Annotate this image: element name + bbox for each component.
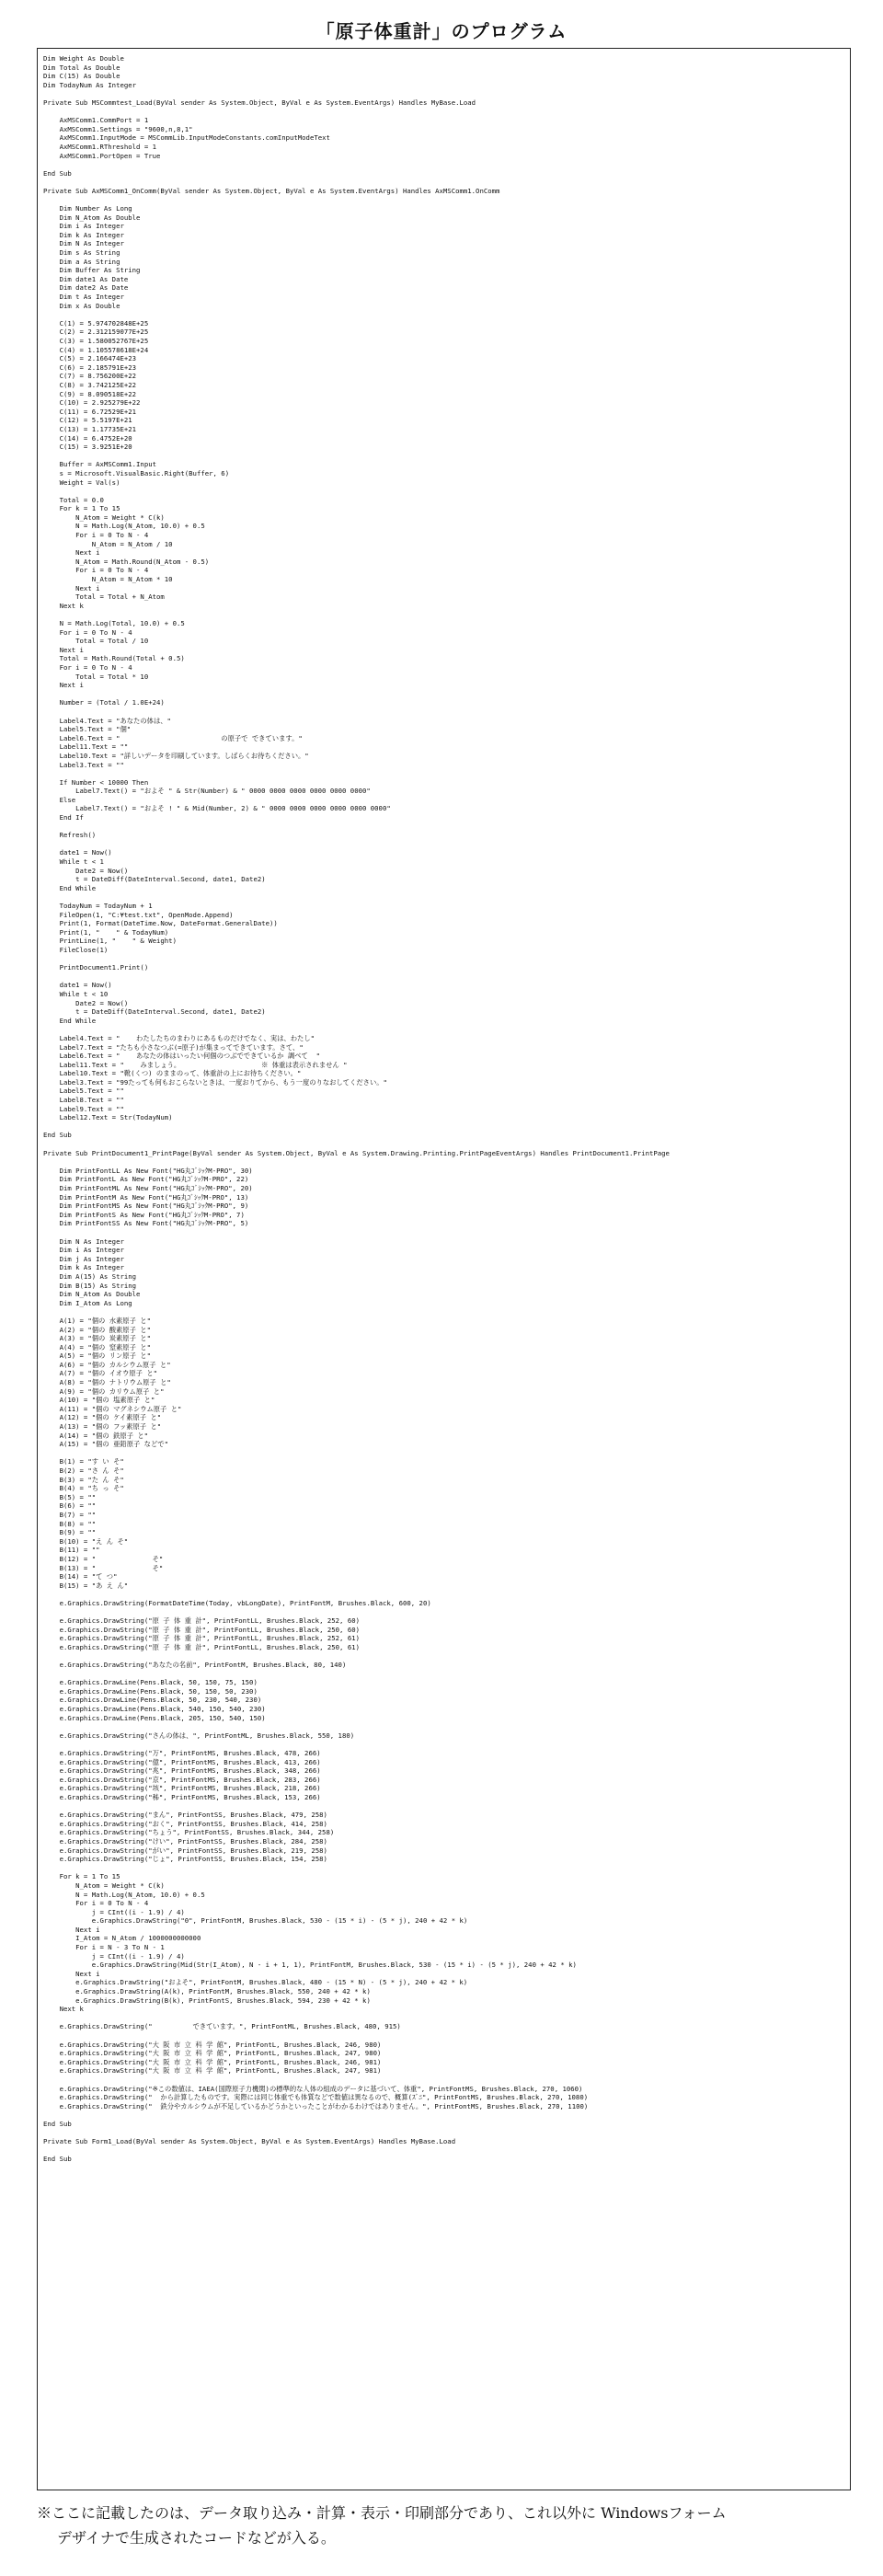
code-line: e.Graphics.DrawString("原 子 体 重 計", PrintFontLL, Brushes.Black, 250, 60) <box>43 1625 361 1634</box>
code-line: AxMSComm1.RThreshold = 1 <box>43 142 157 151</box>
code-line: Label7.Text() = "およそ ! " & Mid(Number, 2) & " 0000 0000 0000 0000 0000 0000" <box>43 804 391 813</box>
code-line: Private Sub AxMSComm1_OnComm(ByVal sender As System.Object, ByVal e As System.EventArgs) Handles AxMSComm1.OnComm <box>43 186 500 195</box>
code-line: A(11) = "個の マグネシウム原子 と" <box>43 1404 182 1413</box>
code-line: Label8.Text = "" <box>43 1096 124 1105</box>
code-line: A(6) = "個の カルシウム原子 と" <box>43 1360 171 1369</box>
code-line: B(8) = "" <box>43 1519 97 1528</box>
code-line: Dim N_Atom As Double <box>43 1290 141 1299</box>
code-line: Total = Total + N_Atom <box>43 592 165 602</box>
code-line: e.Graphics.DrawString(B(k), PrintFontS, Brushes.Black, 594, 230 + 42 * k) <box>43 1995 371 2005</box>
code-line: Dim i As Integer <box>43 1246 124 1255</box>
code-line: e.Graphics.DrawString("垓", PrintFontMS, Brushes.Black, 218, 266) <box>43 1784 321 1793</box>
code-line: N_Atom = Weight * C(k) <box>43 512 165 522</box>
code-line: e.Graphics.DrawLine(Pens.Black, 50, 230, 540, 230) <box>43 1696 262 1705</box>
code-line: e.Graphics.DrawString("0", PrintFontM, Brushes.Black, 530 - (15 * i) - (5 * j), 240 + 42 * k) <box>43 1916 468 1926</box>
code-line: t = DateDiff(DateInterval.Second, date1, Date2) <box>43 875 266 884</box>
code-line: Date2 = Now() <box>43 998 129 1007</box>
code-line: e.Graphics.DrawString("原 子 体 重 計", PrintFontLL, Brushes.Black, 250, 61) <box>43 1642 361 1651</box>
code-line: e.Graphics.DrawLine(Pens.Black, 50, 150, 50, 230) <box>43 1686 258 1696</box>
code-line: If Number < 10000 Then <box>43 777 149 787</box>
code-line: e.Graphics.DrawString("億", PrintFontMS, Brushes.Black, 413, 266) <box>43 1757 321 1766</box>
code-line: e.Graphics.DrawString("秭", PrintFontMS, Brushes.Black, 153, 266) <box>43 1792 321 1801</box>
code-line: e.Graphics.DrawString("あなたの名前", PrintFontM, Brushes.Black, 80, 140) <box>43 1661 347 1670</box>
code-line: Dim Weight As Double <box>43 54 124 63</box>
code-line: C(6) = 2.185791E+23 <box>43 362 137 372</box>
code-line: C(11) = 6.72529E+21 <box>43 407 137 416</box>
code-line: Dim a As String <box>43 257 120 266</box>
code-line: N_Atom = N_Atom / 10 <box>43 539 173 548</box>
code-line: e.Graphics.DrawLine(Pens.Black, 50, 150, 75, 150) <box>43 1678 258 1687</box>
code-line: Next i <box>43 1925 100 1934</box>
code-line: e.Graphics.DrawString("大 阪 市 立 科 学 館", PrintFontL, Brushes.Black, 246, 980) <box>43 2040 382 2049</box>
code-line: C(1) = 5.974702848E+25 <box>43 318 149 328</box>
code-line: For i = 0 To N - 4 <box>43 1899 149 1908</box>
code-line: PrintDocument1.Print() <box>43 963 149 972</box>
code-line: s = Microsoft.VisualBasic.Right(Buffer, 6) <box>43 468 230 477</box>
code-line: e.Graphics.DrawString(" 鉄分やカルシウムが不足しているかどうかといったことがわかるわけではありません。", PrintFontMS, Brushes.Black, 270, 1100) <box>43 2101 589 2110</box>
code-line: e.Graphics.DrawString("じょ", PrintFontSS, Brushes.Black, 154, 258) <box>43 1855 327 1864</box>
code-line: PrintLine(1, " " & Weight) <box>43 937 177 946</box>
code-line: e.Graphics.DrawString("けい", PrintFontSS, Brushes.Black, 284, 258) <box>43 1836 327 1846</box>
code-line: A(3) = "個の 炭素原子 と" <box>43 1334 151 1343</box>
code-line: Dim x As Double <box>43 301 120 310</box>
code-line: Total = Math.Round(Total + 0.5) <box>43 654 185 663</box>
code-line: Total = Total * 10 <box>43 672 149 681</box>
code-line: FileOpen(1, "C:¥test.txt", OpenMode.Append) <box>43 910 234 919</box>
code-line: Else <box>43 795 76 804</box>
code-line: TodayNum = TodayNum + 1 <box>43 902 153 910</box>
code-line: e.Graphics.DrawString("おく", PrintFontSS, Brushes.Black, 414, 258) <box>43 1819 327 1828</box>
code-line: Dim Number As Long <box>43 204 132 213</box>
code-line: e.Graphics.DrawLine(Pens.Black, 205, 150, 540, 150) <box>43 1713 266 1722</box>
code-line: Label3.Text = "99たっても何もおこらないときは、一度おりてから、もう一度のりなおしてください。" <box>43 1077 387 1087</box>
code-listing <box>43 54 670 2164</box>
code-line: N_Atom = N_Atom * 10 <box>43 575 173 584</box>
code-line: For i = 0 To N - 4 <box>43 531 149 540</box>
code-line: Label5.Text = "個" <box>43 725 132 734</box>
code-line: e.Graphics.DrawString("がい", PrintFontSS, Brushes.Black, 219, 258) <box>43 1846 327 1855</box>
code-line: C(10) = 2.925279E+22 <box>43 398 141 408</box>
code-line: End Sub <box>43 2155 72 2164</box>
code-line: End If <box>43 813 84 822</box>
code-line: Dim PrintFontM As New Font("HG丸ｺﾞｼｯｸM-PRO", 13) <box>43 1192 249 1202</box>
code-line: Label3.Text = "" <box>43 760 124 769</box>
code-line: A(15) = "個の 亜鉛原子 などで" <box>43 1440 168 1449</box>
code-line: e.Graphics.DrawString("大 阪 市 立 科 学 館", PrintFontL, Brushes.Black, 247, 981) <box>43 2066 382 2076</box>
code-line: Dim k As Integer <box>43 1263 124 1272</box>
code-line: N_Atom = Weight * C(k) <box>43 1880 165 1890</box>
code-line: For i = N - 3 To N - 1 <box>43 1943 165 1952</box>
code-line: Dim A(15) As String <box>43 1271 137 1281</box>
code-line: e.Graphics.DrawString("原 子 体 重 計", PrintFontLL, Brushes.Black, 252, 61) <box>43 1634 361 1643</box>
code-line: End Sub <box>43 2119 72 2128</box>
code-line: B(14) = "て つ" <box>43 1572 118 1581</box>
code-line: FileClose(1) <box>43 945 109 954</box>
code-line: Dim PrintFontML As New Font("HG丸ｺﾞｼｯｸM-PRO", 20) <box>43 1184 253 1192</box>
code-line: Label10.Text = "詳しいデータを印刷しています。しばらくお待ちください。" <box>43 751 309 760</box>
code-line: For k = 1 To 15 <box>43 504 120 513</box>
code-line: N = Math.Log(Total, 10.0) + 0.5 <box>43 619 185 627</box>
code-line: Dim C(15) As Double <box>43 72 120 81</box>
code-line: e.Graphics.DrawString("さんの体は、", PrintFontML, Brushes.Black, 550, 180) <box>43 1731 355 1740</box>
code-line: For i = 0 To N - 4 <box>43 662 132 672</box>
code-line: Date2 = Now() <box>43 866 129 875</box>
code-line: Number = (Total / 1.0E+24) <box>43 698 165 707</box>
code-line: Label5.Text = "" <box>43 1087 124 1096</box>
code-line: Print(1, Format(DateTime.Now, DateFormat.GeneralDate)) <box>43 919 278 928</box>
code-line: Label10.Text = "靴(くつ) のままのって、体重計の上にお待ちください。" <box>43 1069 302 1078</box>
code-line: Dim Buffer As String <box>43 266 141 275</box>
code-line: e.Graphics.DrawString(Mid(Str(I_Atom), N - i + 1, 1), PrintFontM, Brushes.Black, 530 - (15 * i) - (5 * j), 240 + 42 * k) <box>43 1961 577 1970</box>
code-line: Dim Total As Double <box>43 63 120 72</box>
code-line: Dim PrintFontSS As New Font("HG丸ｺﾞｼｯｸM-PRO", 5) <box>43 1219 249 1228</box>
code-line: e.Graphics.DrawString("万", PrintFontMS, Brushes.Black, 478, 266) <box>43 1749 321 1757</box>
code-line: End Sub <box>43 168 72 178</box>
code-line: e.Graphics.DrawString("大 阪 市 立 科 学 館", PrintFontL, Brushes.Black, 247, 980) <box>43 2049 382 2058</box>
code-line: e.Graphics.DrawString("※この数値は、IAEA(国際原子力機関)の標準的な人体の組成のデータに基づいて、体重", PrintFontMS, Brushes.Black, 270, 1060) <box>43 2084 583 2093</box>
code-line: For i = 0 To N - 4 <box>43 566 149 575</box>
code-line: A(2) = "個の 酸素原子 と" <box>43 1325 151 1334</box>
code-line: Next i <box>43 645 84 654</box>
code-line: For k = 1 To 15 <box>43 1872 120 1881</box>
code-line: B(5) = "" <box>43 1492 97 1501</box>
code-line: Label12.Text = Str(TodayNum) <box>43 1113 173 1122</box>
code-line: Label9.Text = "" <box>43 1104 124 1113</box>
code-line: Label4.Text = " わたしたちのまわりにあるものだけでなく、実は、わたし" <box>43 1033 315 1042</box>
code-line: C(13) = 1.17735E+21 <box>43 424 137 433</box>
code-line: Weight = Val(s) <box>43 477 120 487</box>
code-line: Refresh() <box>43 831 97 840</box>
code-listing-frame <box>37 48 851 2490</box>
footnote-line-2: デザイナで生成されたコードなどが入る。 <box>57 2529 336 2547</box>
code-line: Private Sub Form1_Load(ByVal sender As System.Object, ByVal e As System.EventArgs) Handles MyBase.Load <box>43 2137 456 2146</box>
code-line: C(7) = 8.756200E+22 <box>43 372 137 381</box>
code-line: e.Graphics.DrawString("京", PrintFontMS, Brushes.Black, 283, 266) <box>43 1775 321 1784</box>
code-line: Dim B(15) As String <box>43 1281 137 1290</box>
code-line: e.Graphics.DrawString("大 阪 市 立 科 学 館", PrintFontL, Brushes.Black, 246, 981) <box>43 2057 382 2066</box>
code-line: C(2) = 2.312159077E+25 <box>43 328 149 337</box>
code-line: C(4) = 1.105578618E+24 <box>43 345 149 354</box>
code-line: Dim k As Integer <box>43 230 124 239</box>
code-line: Dim N_Atom As Double <box>43 213 141 222</box>
code-line: A(1) = "個の 水素原子 と" <box>43 1316 151 1325</box>
code-line: B(10) = "え ん そ" <box>43 1536 129 1546</box>
code-line: B(3) = "た ん そ" <box>43 1475 124 1484</box>
code-line: Next i <box>43 681 84 690</box>
code-line: Next k <box>43 2005 84 2014</box>
code-line: Dim s As String <box>43 248 120 258</box>
code-line: C(3) = 1.580052767E+25 <box>43 337 149 345</box>
code-line: AxMSComm1.InputMode = MSCommLib.InputModeConstants.comInputModeText <box>43 133 330 143</box>
code-line: C(12) = 5.5197E+21 <box>43 416 132 425</box>
code-line: B(6) = "" <box>43 1501 97 1511</box>
code-line: t = DateDiff(DateInterval.Second, date1, Date2) <box>43 1007 266 1017</box>
code-line: Dim TodayNum As Integer <box>43 80 137 89</box>
code-line: e.Graphics.DrawLine(Pens.Black, 540, 150, 540, 230) <box>43 1705 266 1714</box>
code-line: B(11) = "" <box>43 1546 100 1555</box>
code-line: Total = Total / 10 <box>43 637 149 646</box>
code-line: A(9) = "個の カリウム原子 と" <box>43 1386 165 1396</box>
code-line: C(9) = 8.090518E+22 <box>43 389 137 398</box>
code-line: Print(1, " " & TodayNum) <box>43 927 169 937</box>
code-line: Total = 0.0 <box>43 495 104 504</box>
code-line: N_Atom = Math.Round(N_Atom - 0.5) <box>43 557 210 566</box>
code-line: Label6.Text = " の原子で できています。" <box>43 733 303 742</box>
code-line: Dim PrintFontMS As New Font("HG丸ｺﾞｼｯｸM-PRO", 9) <box>43 1202 249 1211</box>
code-line: Dim date1 As Date <box>43 274 129 283</box>
code-line: End While <box>43 883 97 892</box>
code-line: Dim N As Integer <box>43 1236 124 1246</box>
code-line: A(5) = "個の リン原子 と" <box>43 1351 151 1361</box>
code-line: Dim N As Integer <box>43 239 124 248</box>
code-line: B(4) = "ち っ そ" <box>43 1484 124 1493</box>
code-line: A(4) = "個の 窒素原子 と" <box>43 1342 151 1351</box>
code-line: N = Math.Log(N_Atom, 10.0) + 0.5 <box>43 522 205 531</box>
code-line: Dim j As Integer <box>43 1254 124 1263</box>
code-line: e.Graphics.DrawString("原 子 体 重 計", PrintFontLL, Brushes.Black, 252, 60) <box>43 1616 361 1626</box>
code-line: Next i <box>43 1969 100 1978</box>
code-line: A(7) = "個の イオウ原子 と" <box>43 1369 158 1378</box>
code-line: j = CInt((i - 1.9) / 4) <box>43 1951 185 1961</box>
code-line: e.Graphics.DrawString(" できています。", PrintFontML, Brushes.Black, 480, 915) <box>43 2022 401 2031</box>
code-line: Dim date2 As Date <box>43 283 129 293</box>
code-line: N = Math.Log(N_Atom, 10.0) + 0.5 <box>43 1890 205 1899</box>
code-line: A(14) = "個の 鉄原子 と" <box>43 1431 149 1440</box>
footnote <box>37 2501 855 2550</box>
code-line: e.Graphics.DrawString(A(k), PrintFontM, Brushes.Black, 550, 240 + 42 * k) <box>43 1987 371 1996</box>
code-line: Label11.Text = " みましょう。 ※ 体重は表示されません " <box>43 1060 348 1069</box>
code-line: B(7) = "" <box>43 1510 97 1519</box>
code-line: B(2) = "さ ん そ" <box>43 1466 124 1475</box>
code-line: AxMSComm1.PortOpen = True <box>43 151 161 160</box>
code-line: C(8) = 3.742125E+22 <box>43 380 137 389</box>
code-line: date1 = Now() <box>43 848 112 857</box>
code-line: date1 = Now() <box>43 981 112 990</box>
code-line: Private Sub PrintDocument1_PrintPage(ByVal sender As System.Object, ByVal e As System.Drawing.Printing.PrintPageEventArgs) Handles PrintDocument1.PrintPage <box>43 1148 670 1157</box>
code-line: B(9) = "" <box>43 1528 97 1537</box>
code-line: Label7.Text() = "およそ " & Str(Number) & " 0000 0000 0000 0000 0000 0000" <box>43 787 371 796</box>
code-line: Dim PrintFontLL As New Font("HG丸ｺﾞｼｯｸM-PRO", 30) <box>43 1166 253 1175</box>
code-line: AxMSComm1.Settings = "9600,n,8,1" <box>43 124 193 133</box>
code-line: e.Graphics.DrawString("兆", PrintFontMS, Brushes.Black, 348, 266) <box>43 1766 321 1776</box>
code-line: e.Graphics.DrawString("およそ", PrintFontM, Brushes.Black, 480 - (15 * N) - (5 * j), 240 + 42 * k) <box>43 1978 468 1987</box>
code-line: Private Sub MSCommtest_Load(ByVal sender As System.Object, ByVal e As System.EventArgs) Handles MyBase.Load <box>43 98 476 107</box>
code-line: Next i <box>43 548 100 558</box>
code-line: While t < 1 <box>43 857 104 867</box>
code-line: C(5) = 2.166474E+23 <box>43 354 137 363</box>
code-line: A(12) = "個の ケイ素原子 と" <box>43 1413 162 1422</box>
code-line: C(15) = 3.9251E+20 <box>43 443 132 452</box>
code-line: e.Graphics.DrawString(" から計算したものです。実際には同じ体重でも体質などで数値は異なるので、概算(ｽﾞﾆ", PrintFontMS, Brushes.Black, 270, 1080) <box>43 2093 589 2102</box>
code-line: Label4.Text = "あなたの体は、" <box>43 716 171 725</box>
code-line: B(12) = " そ" <box>43 1554 164 1563</box>
code-line: C(14) = 6.4752E+20 <box>43 433 132 443</box>
code-line: Dim i As Integer <box>43 222 124 231</box>
code-line: Next k <box>43 601 84 610</box>
code-line: Buffer = AxMSComm1.Input <box>43 460 157 469</box>
code-line: Label6.Text = " あなたの体はいったい何個のつぶでできているか 調べて " <box>43 1052 321 1061</box>
code-line: B(15) = "あ え ん" <box>43 1581 129 1590</box>
code-line: I_Atom = N_Atom / 1000000000000 <box>43 1934 201 1943</box>
code-line: For i = 0 To N - 4 <box>43 627 132 637</box>
code-line: While t < 10 <box>43 989 109 998</box>
code-line: Dim PrintFontS As New Font("HG丸ｺﾞｼｯｸM-PRO", 7) <box>43 1210 245 1219</box>
code-line: Label11.Text = "" <box>43 742 129 752</box>
code-line: AxMSComm1.CommPort = 1 <box>43 116 149 125</box>
code-line: Dim t As Integer <box>43 293 124 302</box>
code-line: e.Graphics.DrawString("まん", PrintFontSS, Brushes.Black, 479, 258) <box>43 1811 327 1820</box>
code-line: B(13) = " そ" <box>43 1563 164 1572</box>
code-line: Dim I_Atom As Long <box>43 1298 132 1307</box>
code-line: j = CInt((i - 1.9) / 4) <box>43 1907 185 1916</box>
code-line: End Sub <box>43 1131 72 1140</box>
code-line: e.Graphics.DrawString(FormatDateTime(Today, vbLongDate), PrintFontM, Brushes.Black, 600, 20) <box>43 1598 431 1607</box>
page-title: 「原子体重計」のプログラム <box>315 20 568 42</box>
code-line: End While <box>43 1016 97 1025</box>
code-line: Label7.Text = "たちも小さなつぶ(=原子)が集まってできています。さて、" <box>43 1042 304 1052</box>
footnote-line-1: ※ここに記載したのは、データ取り込み・計算・表示・印刷部分であり、これ以外に Windowsフォーム <box>37 2504 727 2522</box>
code-line: B(1) = "す い そ" <box>43 1457 124 1466</box>
code-line: A(10) = "個の 塩素原子 と" <box>43 1396 155 1405</box>
code-line: A(8) = "個の ナトリウム原子 と" <box>43 1378 171 1387</box>
code-line: Dim PrintFontL As New Font("HG丸ｺﾞｼｯｸM-PRO", 22) <box>43 1175 249 1184</box>
code-line: A(13) = "個の フッ素原子 と" <box>43 1422 162 1432</box>
code-line: Next i <box>43 583 100 592</box>
code-line: e.Graphics.DrawString("ちょう", PrintFontSS, Brushes.Black, 344, 258) <box>43 1828 335 1837</box>
